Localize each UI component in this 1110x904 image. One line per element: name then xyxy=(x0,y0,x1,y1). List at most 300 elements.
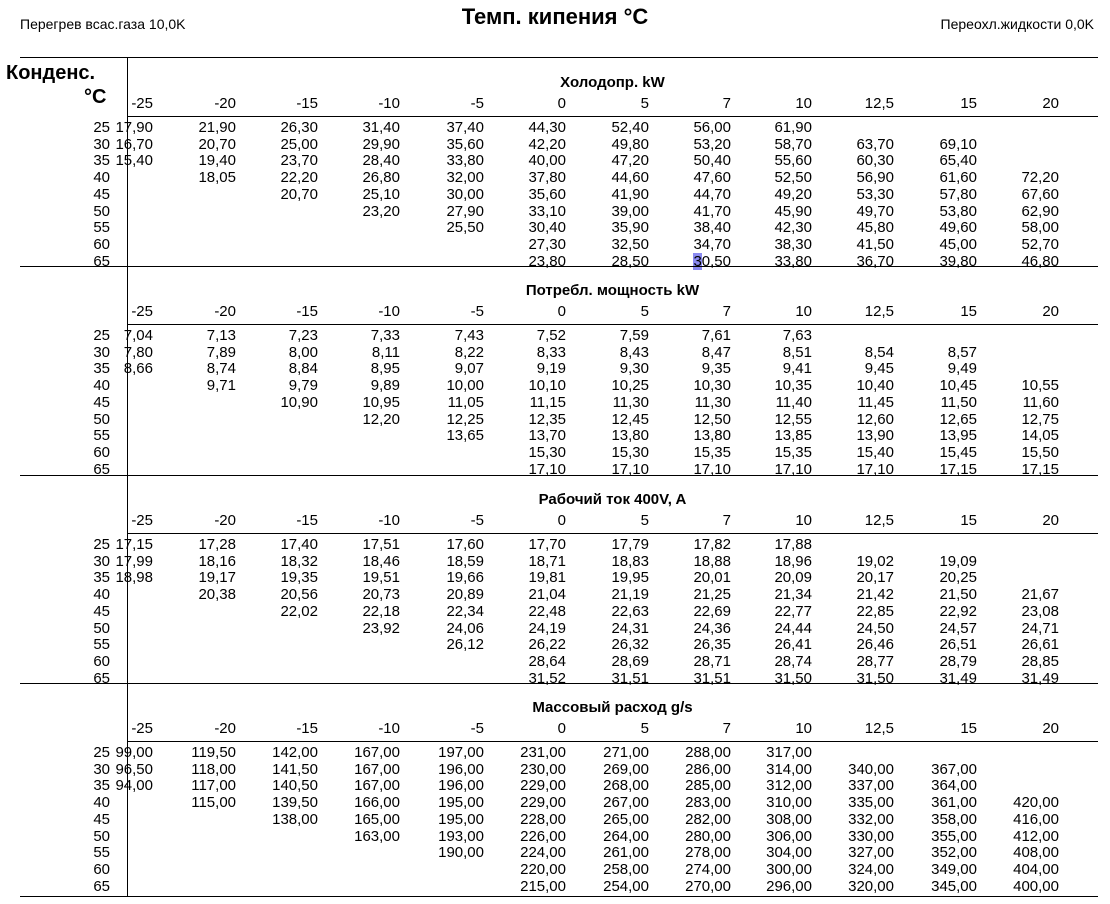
performance-table xyxy=(6,57,1098,897)
table-cell: 10,40 xyxy=(856,377,894,395)
table-cell: 9,89 xyxy=(370,377,400,395)
table-cell: 27,30 xyxy=(528,235,566,253)
table-cell: 42,30 xyxy=(774,219,812,237)
table-cell: 7,52 xyxy=(536,327,566,344)
table-cell: 24,44 xyxy=(774,619,812,637)
table-cell: 45,90 xyxy=(774,202,812,220)
table-cell: 49,60 xyxy=(939,219,977,237)
table-cell: 25,10 xyxy=(362,185,400,203)
table-cell: 20,17 xyxy=(856,569,894,587)
table-cell: 7,23 xyxy=(288,327,318,344)
table-cell: 228,00 xyxy=(520,810,566,828)
table-cell: 29,90 xyxy=(362,135,400,153)
table-cell: 13,85 xyxy=(774,427,812,445)
table-cell: 12,55 xyxy=(774,410,812,428)
table-cell: 261,00 xyxy=(603,844,649,862)
column-header: 12,5 xyxy=(864,512,894,529)
table-cell: 24,36 xyxy=(693,619,731,637)
table-cell: 337,00 xyxy=(848,777,894,795)
table-cell: 32,00 xyxy=(446,169,484,187)
column-header: 5 xyxy=(640,512,649,529)
table-cell: 308,00 xyxy=(766,810,812,828)
table-cell: 27,90 xyxy=(446,202,484,220)
table-cell: 197,00 xyxy=(438,744,484,761)
superheat-info: Перегрев всас.газа 10,0K xyxy=(20,16,186,32)
table-cell: 12,50 xyxy=(693,410,731,428)
table-cell: 22,20 xyxy=(280,169,318,187)
table-cell: 35,60 xyxy=(446,135,484,153)
table-cell: 45,00 xyxy=(939,235,977,253)
table-cell: 196,00 xyxy=(438,760,484,778)
table-cell: 62,90 xyxy=(1021,202,1059,220)
table-cell: 32,50 xyxy=(611,235,649,253)
table-cell: 8,51 xyxy=(782,343,812,361)
table-cell: 26,46 xyxy=(856,636,894,654)
table-cell: 17,28 xyxy=(198,536,236,553)
table-cell: 167,00 xyxy=(354,777,400,795)
table-cell: 19,95 xyxy=(611,569,649,587)
column-header: 5 xyxy=(640,303,649,320)
table-cell: 13,90 xyxy=(856,427,894,445)
table-cell: 9,19 xyxy=(536,360,566,378)
row-temp-label: 60 xyxy=(93,652,110,670)
row-temp-label: 25 xyxy=(93,327,110,344)
table-cell: 408,00 xyxy=(1013,844,1059,862)
column-header: 20 xyxy=(1042,720,1059,737)
table-cell: 285,00 xyxy=(685,777,731,795)
table-cell: 13,95 xyxy=(939,427,977,445)
column-header: -10 xyxy=(378,720,400,737)
table-cell: 26,35 xyxy=(693,636,731,654)
table-cell: 17,10 xyxy=(774,460,812,478)
table-cell: 140,50 xyxy=(272,777,318,795)
page-title: Темп. кипения °C xyxy=(461,4,649,29)
table-cell: 258,00 xyxy=(603,860,649,878)
table-cell: 15,35 xyxy=(693,443,731,461)
header-underline xyxy=(127,324,1098,325)
table-cell: 21,67 xyxy=(1021,586,1059,604)
table-cell: 9,41 xyxy=(782,360,812,378)
row-temp-label: 55 xyxy=(93,636,110,654)
table-cell: 99,00 xyxy=(115,744,153,761)
table-cell: 20,73 xyxy=(362,586,400,604)
table-cell: 361,00 xyxy=(931,794,977,812)
row-temp-label: 65 xyxy=(93,252,110,270)
table-cell: 19,81 xyxy=(528,569,566,587)
table-cell: 8,84 xyxy=(288,360,318,378)
section-divider xyxy=(20,683,1098,684)
section-divider xyxy=(20,475,1098,476)
table-cell: 142,00 xyxy=(272,744,318,761)
table-cell: 28,64 xyxy=(528,652,566,670)
table-cell: 26,32 xyxy=(611,636,649,654)
table-cell: 8,66 xyxy=(123,360,153,378)
table-cell: 13,65 xyxy=(446,427,484,445)
section-title: Массовый расход g/s xyxy=(532,699,693,716)
table-cell: 56,90 xyxy=(856,169,894,187)
table-cell: 332,00 xyxy=(848,810,894,828)
table-cell: 53,20 xyxy=(693,135,731,153)
table-cell: 306,00 xyxy=(766,827,812,845)
table-cell: 167,00 xyxy=(354,744,400,761)
table-cell: 317,00 xyxy=(766,744,812,761)
column-header: 20 xyxy=(1042,95,1059,112)
table-cell: 28,79 xyxy=(939,652,977,670)
row-temp-label: 60 xyxy=(93,235,110,253)
table-cell: 19,51 xyxy=(362,569,400,587)
row-temp-label: 35 xyxy=(93,569,110,587)
table-cell: 28,77 xyxy=(856,652,894,670)
table-cell: 34,70 xyxy=(693,235,731,253)
table-cell: 50,40 xyxy=(693,152,731,170)
column-header: 12,5 xyxy=(864,95,894,112)
table-cell: 18,59 xyxy=(446,552,484,570)
table-cell: 271,00 xyxy=(603,744,649,761)
table-cell: 46,80 xyxy=(1021,252,1059,270)
column-header: 10 xyxy=(795,303,812,320)
table-cell: 58,00 xyxy=(1021,219,1059,237)
table-cell: 22,48 xyxy=(528,602,566,620)
table-cell: 21,50 xyxy=(939,586,977,604)
table-cell: 23,92 xyxy=(362,619,400,637)
table-cell: 26,41 xyxy=(774,636,812,654)
table-cell: 10,30 xyxy=(693,377,731,395)
table-cell: 26,80 xyxy=(362,169,400,187)
table-cell: 167,00 xyxy=(354,760,400,778)
table-cell: 26,61 xyxy=(1021,636,1059,654)
table-cell: 19,17 xyxy=(198,569,236,587)
column-header: -20 xyxy=(214,95,236,112)
table-cell: 31,50 xyxy=(856,669,894,687)
table-cell: 18,98 xyxy=(115,569,153,587)
table-cell: 17,10 xyxy=(856,460,894,478)
table-cell: 267,00 xyxy=(603,794,649,812)
table-cell: 10,45 xyxy=(939,377,977,395)
table-cell: 58,70 xyxy=(774,135,812,153)
table-cell: 264,00 xyxy=(603,827,649,845)
table-cell: 38,30 xyxy=(774,235,812,253)
table-cell: 28,74 xyxy=(774,652,812,670)
table-cell: 23,20 xyxy=(362,202,400,220)
table-cell: 17,10 xyxy=(693,460,731,478)
table-cell: 22,77 xyxy=(774,602,812,620)
column-header: 0 xyxy=(557,95,566,112)
table-cell: 8,11 xyxy=(371,343,400,361)
table-cell: 412,00 xyxy=(1013,827,1059,845)
table-cell: 15,30 xyxy=(611,443,649,461)
table-cell: 7,80 xyxy=(123,343,153,361)
table-cell: 138,00 xyxy=(272,810,318,828)
table-cell xyxy=(657,253,731,270)
table-cell: 11,15 xyxy=(529,393,566,411)
row-temp-label: 55 xyxy=(93,427,110,445)
table-cell: 9,07 xyxy=(454,360,484,378)
table-cell: 57,80 xyxy=(939,185,977,203)
table-cell: 215,00 xyxy=(520,877,566,895)
table-cell: 349,00 xyxy=(931,860,977,878)
table-cell: 18,16 xyxy=(198,552,236,570)
table-cell: 52,70 xyxy=(1021,235,1059,253)
table-cell: 11,60 xyxy=(1022,393,1059,411)
table-cell: 21,90 xyxy=(198,119,236,136)
table-cell: 18,83 xyxy=(611,552,649,570)
table-cell: 31,49 xyxy=(1021,669,1059,687)
table-cell: 31,51 xyxy=(611,669,649,687)
table-cell: 13,80 xyxy=(693,427,731,445)
table-cell: 31,50 xyxy=(774,669,812,687)
table-cell: 44,60 xyxy=(611,169,649,187)
table-cell: 14,05 xyxy=(1021,427,1059,445)
section-title: Потребл. мощность kW xyxy=(525,282,700,299)
table-cell: 15,30 xyxy=(528,443,566,461)
table-cell: 11,30 xyxy=(612,393,649,411)
table-cell: 20,56 xyxy=(280,586,318,604)
table-cell: 195,00 xyxy=(438,794,484,812)
table-cell: 8,57 xyxy=(947,343,977,361)
table-cell: 52,40 xyxy=(611,119,649,136)
table-cell: 15,40 xyxy=(115,152,153,170)
subcooling-info: Переохл.жидкости 0,0K xyxy=(940,16,1094,32)
table-cell: 269,00 xyxy=(603,760,649,778)
table-cell: 19,40 xyxy=(198,152,236,170)
table-cell: 193,00 xyxy=(438,827,484,845)
table-cell: 42,20 xyxy=(528,135,566,153)
table-cell: 31,49 xyxy=(939,669,977,687)
table-cell: 268,00 xyxy=(603,777,649,795)
table-cell: 31,40 xyxy=(362,119,400,136)
column-header: 7 xyxy=(722,95,731,112)
column-header: 12,5 xyxy=(864,303,894,320)
column-header: 0 xyxy=(557,720,566,737)
selection-highlight: 3 xyxy=(693,252,702,270)
table-cell: 96,50 xyxy=(115,760,153,778)
column-header: 15 xyxy=(960,512,977,529)
table-cell: 310,00 xyxy=(766,794,812,812)
column-header: -25 xyxy=(131,95,153,112)
table-cell: 141,50 xyxy=(272,760,318,778)
table-cell: 35,60 xyxy=(528,185,566,203)
table-cell: 11,30 xyxy=(694,393,731,411)
table-cell: 119,50 xyxy=(191,744,236,761)
table-cell: 22,02 xyxy=(280,602,318,620)
table-cell: 8,43 xyxy=(619,343,649,361)
table-cell: 21,34 xyxy=(774,586,812,604)
table-cell: 8,22 xyxy=(454,343,484,361)
table-cell: 17,40 xyxy=(280,536,318,553)
table-cell: 72,20 xyxy=(1021,169,1059,187)
table-cell: 41,90 xyxy=(611,185,649,203)
table-cell: 28,71 xyxy=(693,652,731,670)
table-cell: 35,90 xyxy=(611,219,649,237)
table-cell: 139,50 xyxy=(272,794,318,812)
row-temp-label: 30 xyxy=(93,552,110,570)
column-header: -10 xyxy=(378,95,400,112)
table-cell: 39,00 xyxy=(611,202,649,220)
column-header: -5 xyxy=(470,512,484,529)
table-cell: 278,00 xyxy=(685,844,731,862)
table-cell: 420,00 xyxy=(1013,794,1059,812)
table-cell: 49,70 xyxy=(856,202,894,220)
table-cell: 28,85 xyxy=(1021,652,1059,670)
row-temp-label: 55 xyxy=(93,844,110,862)
table-cell: 18,96 xyxy=(774,552,812,570)
row-temp-label: 35 xyxy=(93,360,110,378)
row-temp-label: 65 xyxy=(93,669,110,687)
table-cell: 17,88 xyxy=(774,536,812,553)
table-cell: 19,02 xyxy=(856,552,894,570)
table-cell: 18,46 xyxy=(362,552,400,570)
table-cell: 195,00 xyxy=(438,810,484,828)
table-cell: 17,82 xyxy=(693,536,731,553)
section-divider xyxy=(20,266,1098,267)
row-temp-label: 40 xyxy=(93,794,110,812)
table-cell: 265,00 xyxy=(603,810,649,828)
table-cell: 404,00 xyxy=(1013,860,1059,878)
table-cell: 7,04 xyxy=(123,327,153,344)
table-cell: 47,60 xyxy=(693,169,731,187)
table-cell: 283,00 xyxy=(685,794,731,812)
row-temp-label: 35 xyxy=(93,152,110,170)
table-cell: 230,00 xyxy=(520,760,566,778)
column-header: 5 xyxy=(640,720,649,737)
row-temp-label: 30 xyxy=(93,343,110,361)
column-header: -20 xyxy=(214,720,236,737)
table-cell: 117,00 xyxy=(191,777,236,795)
table-cell: 312,00 xyxy=(766,777,812,795)
table-cell: 49,80 xyxy=(611,135,649,153)
table-cell: 296,00 xyxy=(766,877,812,895)
table-cell: 340,00 xyxy=(848,760,894,778)
table-cell: 8,74 xyxy=(206,360,236,378)
table-cell: 13,70 xyxy=(528,427,566,445)
table-cell: 224,00 xyxy=(520,844,566,862)
column-header: 20 xyxy=(1042,512,1059,529)
table-cell: 358,00 xyxy=(931,810,977,828)
table-cell: 26,30 xyxy=(280,119,318,136)
table-cell: 7,43 xyxy=(454,327,484,344)
column-header: 15 xyxy=(960,95,977,112)
table-cell: 7,63 xyxy=(782,327,812,344)
table-cell: 16,70 xyxy=(115,135,153,153)
column-header: -10 xyxy=(378,512,400,529)
row-temp-label: 65 xyxy=(93,877,110,895)
row-temp-label: 60 xyxy=(93,860,110,878)
table-cell: 37,80 xyxy=(528,169,566,187)
table-cell: 25,50 xyxy=(446,219,484,237)
table-cell: 10,90 xyxy=(280,393,318,411)
table-cell: 41,50 xyxy=(856,235,894,253)
table-cell: 61,90 xyxy=(774,119,812,136)
table-cell: 115,00 xyxy=(191,794,236,812)
header-underline xyxy=(127,741,1098,742)
row-temp-label: 30 xyxy=(93,760,110,778)
table-cell: 94,00 xyxy=(115,777,153,795)
table-cell: 20,70 xyxy=(280,185,318,203)
table-cell: 17,79 xyxy=(611,536,649,553)
table-cell: 352,00 xyxy=(931,844,977,862)
table-cell: 21,19 xyxy=(611,586,649,604)
table-cell: 22,92 xyxy=(939,602,977,620)
column-header: 0 xyxy=(557,303,566,320)
table-cell: 31,51 xyxy=(693,669,731,687)
table-cell: 65,40 xyxy=(939,152,977,170)
column-header: 5 xyxy=(640,95,649,112)
table-cell: 8,00 xyxy=(288,343,318,361)
table-cell: 18,05 xyxy=(198,169,236,187)
table-cell: 17,99 xyxy=(115,552,153,570)
row-temp-label: 35 xyxy=(93,777,110,795)
column-header: -15 xyxy=(296,512,318,529)
row-temp-label: 40 xyxy=(93,169,110,187)
table-cell: 11,40 xyxy=(775,393,812,411)
header-underline xyxy=(127,116,1098,117)
table-cell: 196,00 xyxy=(438,777,484,795)
table-cell: 18,71 xyxy=(528,552,566,570)
column-header: -20 xyxy=(214,512,236,529)
table-cell: 21,42 xyxy=(856,586,894,604)
table-cell: 9,49 xyxy=(947,360,977,378)
table-cell: 327,00 xyxy=(848,844,894,862)
table-cell: 288,00 xyxy=(685,744,731,761)
table-cell: 20,25 xyxy=(939,569,977,587)
table-cell: 9,79 xyxy=(288,377,318,395)
table-cell: 12,60 xyxy=(856,410,894,428)
table-cell: 41,70 xyxy=(693,202,731,220)
table-cell: 118,00 xyxy=(191,760,236,778)
table-cell: 10,55 xyxy=(1021,377,1059,395)
table-cell: 28,40 xyxy=(362,152,400,170)
table-cell: 300,00 xyxy=(766,860,812,878)
table-cell: 7,33 xyxy=(370,327,400,344)
table-cell: 11,50 xyxy=(940,393,977,411)
table-cell: 231,00 xyxy=(520,744,566,761)
table-cell: 15,45 xyxy=(939,443,977,461)
column-header: 12,5 xyxy=(864,720,894,737)
column-header: -25 xyxy=(131,720,153,737)
table-cell: 400,00 xyxy=(1013,877,1059,895)
table-cell: 280,00 xyxy=(685,827,731,845)
table-cell: 13,80 xyxy=(611,427,649,445)
table-cell: 345,00 xyxy=(931,877,977,895)
table-cell: 364,00 xyxy=(931,777,977,795)
row-temp-label: 25 xyxy=(93,744,110,761)
table-cell: 226,00 xyxy=(520,827,566,845)
table-cell: 26,22 xyxy=(528,636,566,654)
table-cell: 15,50 xyxy=(1021,443,1059,461)
table-cell: 12,65 xyxy=(939,410,977,428)
row-temp-label: 50 xyxy=(93,202,110,220)
column-header: 15 xyxy=(960,720,977,737)
table-cell: 24,19 xyxy=(528,619,566,637)
table-cell: 53,30 xyxy=(856,185,894,203)
table-cell: 18,88 xyxy=(693,552,731,570)
table-cell: 190,00 xyxy=(438,844,484,862)
table-cell: 254,00 xyxy=(603,877,649,895)
table-cell: 11,45 xyxy=(857,393,894,411)
table-cell: 7,13 xyxy=(206,327,236,344)
table-cell: 49,20 xyxy=(774,185,812,203)
table-cell: 61,60 xyxy=(939,169,977,187)
table-cell: 10,95 xyxy=(362,393,400,411)
row-temp-label: 60 xyxy=(93,443,110,461)
table-cell: 22,69 xyxy=(693,602,731,620)
table-cell: 10,35 xyxy=(774,377,812,395)
column-header: -5 xyxy=(470,303,484,320)
table-cell: 17,10 xyxy=(611,460,649,478)
table-cell: 9,71 xyxy=(206,377,236,395)
table-cell: 8,54 xyxy=(864,343,894,361)
table-cell: 25,00 xyxy=(280,135,318,153)
